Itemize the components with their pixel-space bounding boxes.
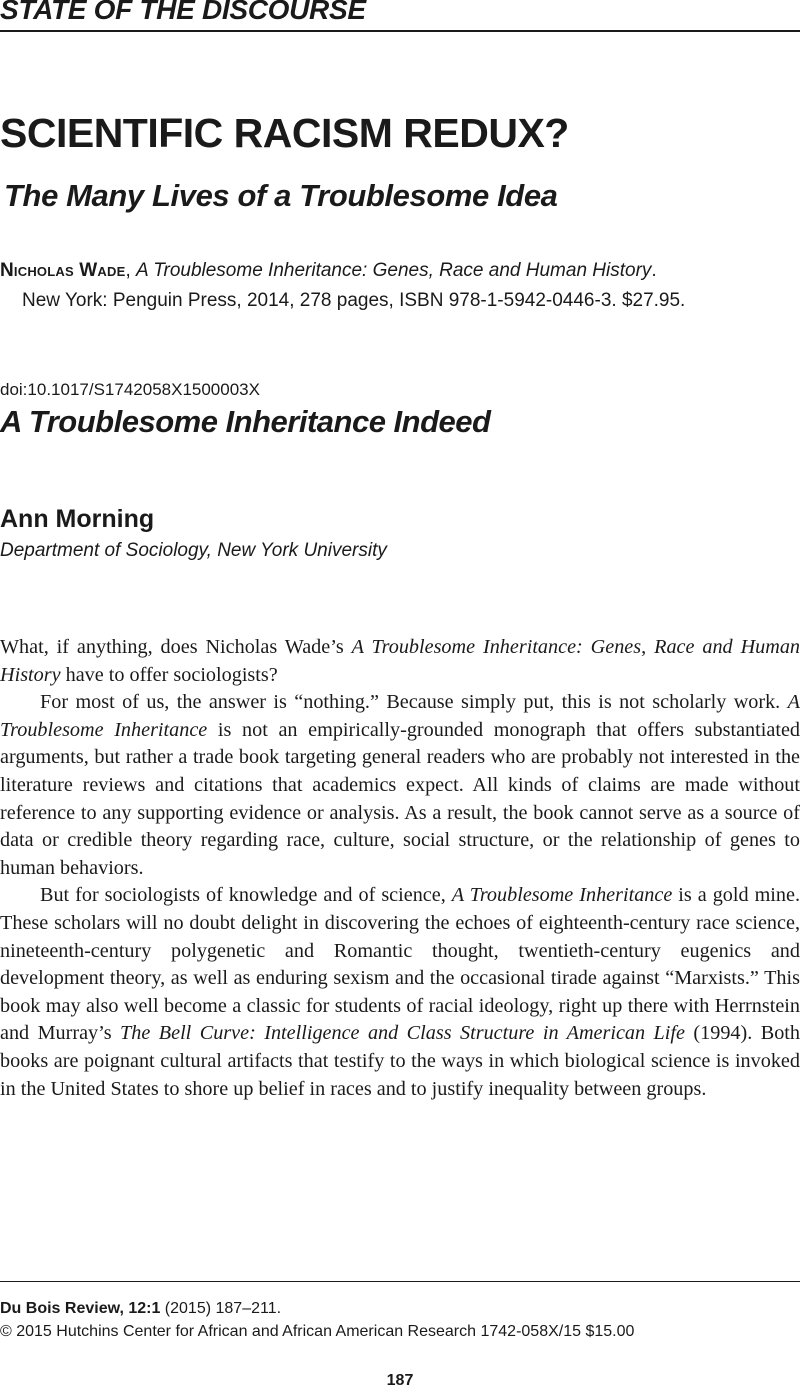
page-number: 187	[386, 1372, 414, 1389]
p2-text: For most of us, the answer is “nothing.” Because simply put, this is not scholarly work.	[40, 691, 788, 714]
citation-comma: ,	[125, 260, 137, 281]
author-affiliation: Department of Sociology, New York University	[0, 540, 387, 561]
paragraph-1	[0, 634, 800, 689]
p1-book-title-part1: A Troublesome Inheritance: Genes	[351, 636, 642, 658]
article-body	[0, 634, 800, 1103]
p3-book-title: A Troublesome Inheritance	[451, 884, 673, 907]
book-citation	[0, 256, 800, 316]
p1-text-end: have to offer sociologists?	[60, 663, 278, 686]
paragraph-3	[0, 882, 800, 1103]
article-author: Ann Morning	[0, 505, 155, 533]
book-author: Nicholas Wade	[0, 260, 126, 281]
p2-text-end: is not an empirically-grounded monograph that offers substantiated arguments, but rather a trade book targeting general readers who are probably not interested in the literature reviews and citations that academics expect. All kinds of claims are made without reference to any supporting evidence or analysis. As a result, the book cannot serve as a source of data or credible theory regarding race, culture, social structure, or the relationship of genes to human behaviors.	[0, 718, 800, 879]
article-title: A Troublesome Inheritance Indeed	[0, 404, 491, 439]
section-header: STATE OF THE DISCOURSE	[0, 0, 366, 25]
p1-comma: ,	[641, 636, 655, 658]
header-rule	[0, 30, 800, 32]
copyright: © 2015 Hutchins Center for African and African American Research 1742-058X/15 $15.00	[0, 1323, 635, 1340]
p2-book-title: A Troublesome Inheritance	[0, 691, 800, 741]
journal-reference	[0, 1300, 281, 1318]
p3-text-mid: is a gold mine. These scholars will no doubt delight in discovering the echoes of eighteenth-century race science, nineteenth-century polygenetic and Romantic thought, twentieth-century eugenics and development theory, as well as enduring sexism and the occasional tirade against “Marxists.” This book may also well become a classic for students of racial ideology, right up there with Herrnstein and Murray’s	[0, 884, 800, 1045]
footer-rule	[0, 1281, 800, 1282]
subtitle: The Many Lives of a Troublesome Idea	[4, 178, 558, 213]
p3-bell-curve-title: The Bell Curve: Intelligence and Class Structure in American Life	[120, 1022, 685, 1045]
journal-details: (2015) 187–211.	[160, 1300, 282, 1317]
book-title: A Troublesome Inheritance: Genes, Race and Human History	[136, 260, 652, 281]
p3-text: But for sociologists of knowledge and of science,	[40, 884, 452, 907]
p1-book-title-part2: Race and Human History	[0, 636, 800, 686]
paragraph-2	[0, 689, 800, 882]
main-title: SCIENTIFIC RACISM REDUX?	[0, 110, 569, 156]
citation-period: .	[651, 260, 657, 281]
p1-text: What, if anything, does Nicholas Wade’s	[0, 636, 352, 658]
doi[interactable]: doi:10.1017/S1742058X1500003X	[0, 380, 260, 399]
publication-details: New York: Penguin Press, 2014, 278 pages, ISBN 978-1-5942-0446-3. $27.95.	[22, 290, 686, 311]
journal-name: Du Bois Review, 12:1	[0, 1300, 161, 1317]
p3-text-end: (1994). Both books are poignant cultural artifacts that testify to the ways in which biological science is invoked in the United States to shore up belief in races and to justify inequality between groups.	[0, 1022, 800, 1100]
